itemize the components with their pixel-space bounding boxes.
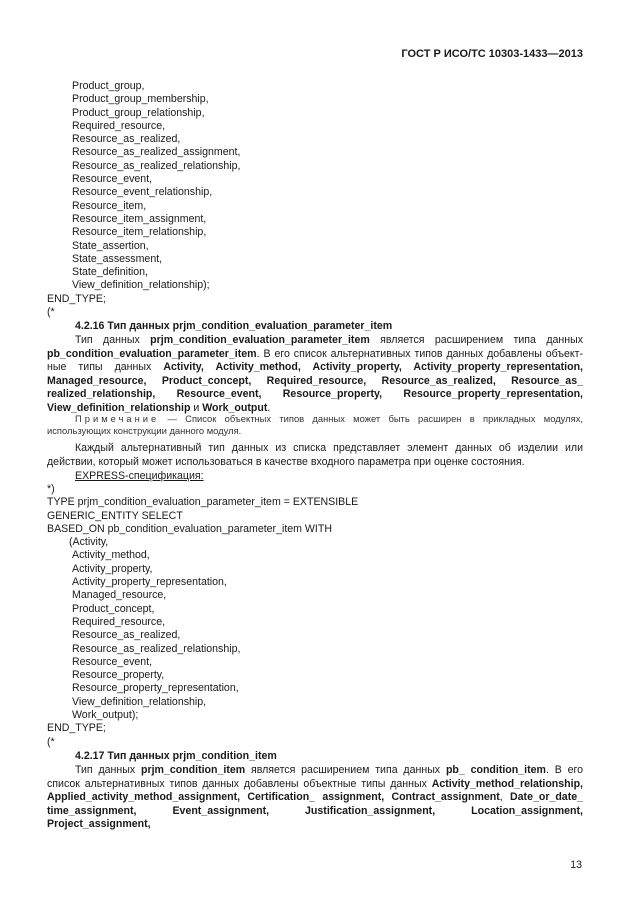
term: pb_ condition_item xyxy=(445,764,546,776)
list-item: Resource_property_representation, xyxy=(72,682,239,695)
end-type: END_TYPE; xyxy=(47,293,106,305)
note-label: Примечание xyxy=(75,413,160,424)
text-run: является расширением типа данных xyxy=(245,764,446,776)
note xyxy=(47,413,583,437)
text-run: . В его список альтернативных типов данных добавлены объектные типы данных xyxy=(47,764,584,790)
section-heading-4216: 4.2.16 Тип данных prjm_condition_evaluation_parameter_item xyxy=(75,320,393,332)
section-4216-paragraph-2: Каждый альтернативный тип данных из списка представляет элемент данных об изделии или действии, который может использоваться в качестве входного параметра при оценке состояния. xyxy=(47,442,583,468)
page-number: 13 xyxy=(570,859,582,871)
list-item: Activity_method, xyxy=(72,549,150,562)
list-item: Resource_item_assignment, xyxy=(72,212,207,225)
list-item: Resource_as_realized_relationship, xyxy=(72,159,241,172)
code-line: BASED_ON pb_condition_evaluation_parameter_item WITH xyxy=(47,522,332,535)
text-run: . xyxy=(267,401,271,414)
list-item: Resource_event, xyxy=(72,173,153,186)
express-spec-label: EXPRESS-спецификация: xyxy=(75,470,204,482)
type-list-continuation xyxy=(72,80,240,293)
list-item: Work_output); xyxy=(72,709,139,722)
code-end-block xyxy=(47,293,106,320)
list-item: Product_group, xyxy=(72,80,145,92)
section-heading-4217: 4.2.17 Тип данных prjm_condition_item xyxy=(75,750,277,762)
code-line: (Activity, xyxy=(69,536,109,549)
term: prjm_condition_item xyxy=(140,764,246,776)
list-item: Resource_event_relationship, xyxy=(72,186,213,199)
end-type: END_TYPE; xyxy=(47,722,106,735)
document-header: ГОСТ Р ИСО/ТС 10303-1433—2013 xyxy=(401,48,583,60)
list-item: Resource_as_realized, xyxy=(72,629,181,642)
text-run: Тип данных xyxy=(75,764,141,776)
list-item: Required_resource, xyxy=(72,615,166,628)
list-item: Resource_property, xyxy=(72,669,165,682)
term: Activity_method_relationship, Applied_activity_method_assignment, Certification_ assignment, Contract_assignment xyxy=(47,777,583,803)
code-line: TYPE prjm_condition_evaluation_parameter_item = EXTENSIBLE xyxy=(47,496,359,509)
code-line: GENERIC_ENTITY SELECT xyxy=(47,509,183,522)
list-item: State_assessment, xyxy=(72,252,163,265)
text-run: , xyxy=(499,791,510,803)
list-item: Resource_event, xyxy=(72,655,153,668)
list-item: Required_resource, xyxy=(72,119,166,132)
comment-open: (* xyxy=(47,306,55,319)
list-item: Resource_as_realized_assignment, xyxy=(72,146,241,159)
list-item: View_definition_relationship, xyxy=(72,695,207,708)
list-item: Product_concept, xyxy=(72,602,155,615)
section-4217-paragraph xyxy=(47,764,583,832)
text-run: . В его список альтернативных типов данных добавлены объект-ные типы данных xyxy=(47,347,583,373)
list-item: State_definition, xyxy=(72,266,148,279)
list-item: Activity_property, xyxy=(72,562,153,575)
list-item: Activity_property_representation, xyxy=(72,576,227,589)
section-4216-paragraph xyxy=(47,334,583,415)
list-item: State_assertion, xyxy=(72,239,149,252)
list-item: View_definition_relationship); xyxy=(72,279,210,292)
text-run: и xyxy=(190,401,203,414)
text-run: является расширением типа данных xyxy=(369,334,583,346)
list-item: Resource_item, xyxy=(72,199,147,212)
list-item: Resource_item_relationship, xyxy=(72,226,207,239)
list-item: Product_group_membership, xyxy=(72,93,209,106)
term: Activity, Activity_method, Activity_property, Activity_property_representation, Managed_resource, Product_concept, Required_resource, Resource_as_realized, Resource_as_ realized_relationship, Resource_event, Resource_property, Resource_property_representation, View_definition_relationship xyxy=(47,361,583,414)
list-item: Resource_as_realized_relationship, xyxy=(72,642,241,655)
list-item: Product_group_relationship, xyxy=(72,106,205,119)
express-code xyxy=(47,483,358,749)
comment-open: (* xyxy=(47,735,55,748)
list-item: Managed_resource, xyxy=(72,589,167,602)
code-items xyxy=(47,549,358,722)
term: prjm_condition_evaluation_parameter_item xyxy=(150,334,370,346)
note-text: — Список объектных типов данных может быть расширен в прикладных модулях, использующих конструкции данного модуля. xyxy=(47,413,583,436)
term: pb_condition_evaluation_parameter_item xyxy=(47,347,257,360)
comment-close: *) xyxy=(47,483,55,495)
term: Date_or_date_ time_assignment, Event_assignment, Justification_assignment, Location_assignment, Project_assignment, xyxy=(47,791,584,830)
list-item: Resource_as_realized, xyxy=(72,133,181,146)
term: Work_output xyxy=(202,401,268,414)
text-run: Тип данных xyxy=(75,334,151,346)
